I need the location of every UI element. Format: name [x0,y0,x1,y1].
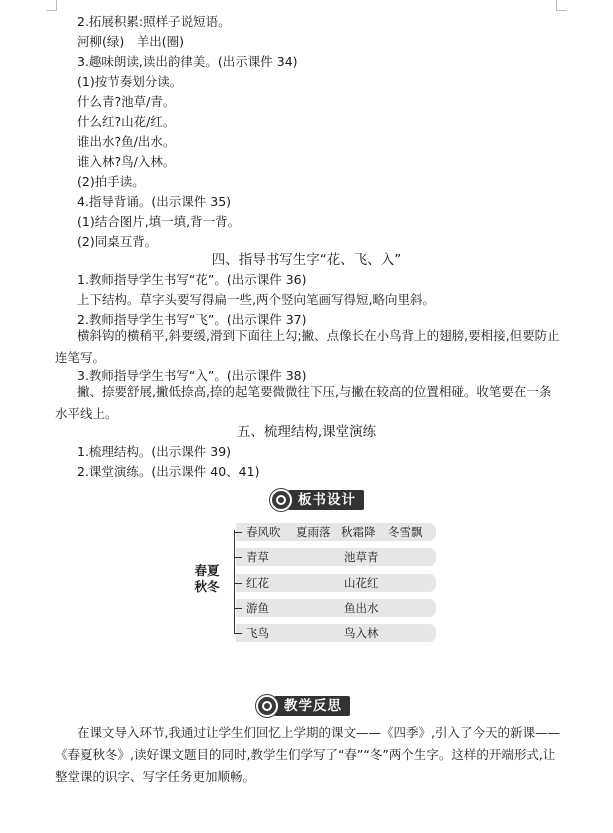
text-line: 2.教师指导学生书写“飞”。(出示课件 37) [77,312,307,327]
board-cell: 春风吹 [246,525,281,539]
text-line: 河柳(绿) 羊出(圈) [77,34,185,49]
text-line: 3.教师指导学生书写“入”。(出示课件 38) [77,368,307,383]
bracket-line [234,530,235,633]
text-line: (2)拍手读。 [77,174,145,189]
text-line: (2)同桌互背。 [77,234,158,249]
board-cell: 游鱼 [246,601,269,615]
text-line: 4.指导背诵。(出示课件 35) [77,194,232,209]
section-heading: 五、梳理结构,课堂演练 [236,424,377,440]
board-row [236,523,436,541]
text-line: 1.教师指导学生书写“花”。(出示课件 36) [77,272,307,287]
paragraph: 横斜钩的横稍平,斜要缓,滑到下面往上勾;撇、点像长在小鸟背上的翅膀,要相接,但要防止连笔写。 [55,328,560,365]
paragraph: 撇、捺要舒展,撇低捺高,捺的起笔要微微往下压,与撇在较高的位置相碰。收笔要在一条水平线上。 [55,384,552,421]
board-cell: 冬雪飘 [388,525,423,539]
text-line: (1)结合图片,填一填,背一背。 [77,214,241,229]
board-center-label: 春夏秋冬 [194,563,220,594]
board-row [236,574,436,592]
section-heading: 四、指导书写生字“花、飞、入” [211,252,402,268]
text-line: 1.梳理结构。(出示课件 39) [77,444,232,459]
board-cell: 红花 [246,576,269,590]
text-line: 谁入林?鸟/入林。 [77,154,176,169]
teaching-reflection-badge [256,695,350,717]
board-cell: 飞鸟 [246,626,269,640]
board-cell: 鸟入林 [344,626,379,640]
target-icon [256,695,278,717]
text-line: 上下结构。草字头要写得扁一些,两个竖向笔画写得短,略向里斜。 [77,292,435,307]
board-cell: 夏雨落 [296,525,331,539]
board-cell: 山花红 [344,576,379,590]
text-line: 什么青?池草/青。 [77,94,176,109]
board-cell: 青草 [246,550,269,564]
text-line: 谁出水?鱼/出水。 [77,134,176,149]
margin-corner-mark [46,0,57,11]
board-cell: 池草青 [344,550,379,564]
board-cell: 秋霜降 [341,525,376,539]
board-row [236,548,436,566]
badge-label: 教学反思 [274,696,350,716]
text-line: 2.拓展积累:照样子说短语。 [77,14,231,29]
text-line: 3.趣味朗读,读出韵律美。(出示课件 34) [77,54,298,69]
board-row [236,599,436,617]
text-line: 什么红?山花/红。 [77,114,176,129]
text-line: 2.课堂演练。(出示课件 40、41) [77,464,260,479]
board-cell: 鱼出水 [344,601,379,615]
target-icon [270,489,292,511]
board-design-badge [270,489,364,511]
board-row [236,624,436,642]
badge-label: 板书设计 [288,490,364,510]
text-line: (1)按节奏划分读。 [77,74,183,89]
margin-corner-mark [556,0,567,11]
reflection-paragraph: 在课文导入环节,我通过让学生们回忆上学期的课文——《四季》,引入了今天的新课——《春夏秋冬》,读好课文题目的同时,教学生们学写了“春”“冬”两个生字。这样的开端形式,让整堂课的识字、写字任务更加顺畅。 [55,725,560,784]
